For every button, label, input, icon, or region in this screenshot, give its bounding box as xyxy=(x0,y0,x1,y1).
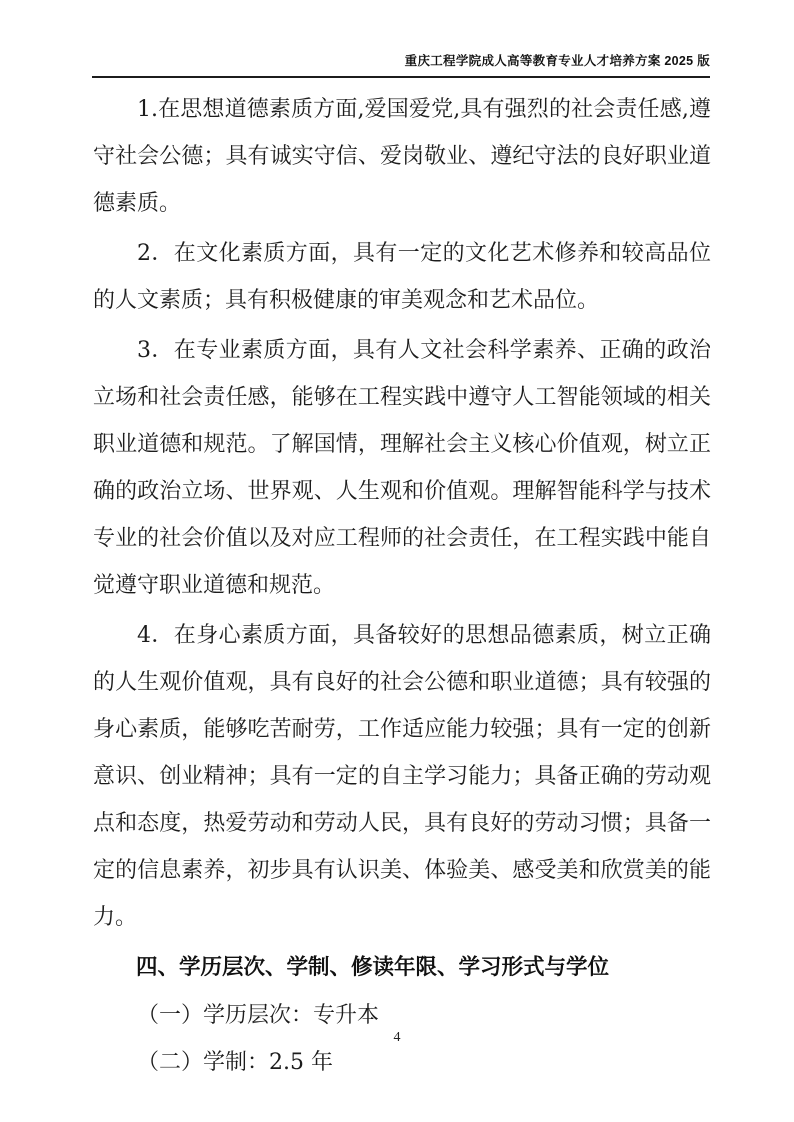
page-header xyxy=(92,52,710,78)
section-heading: 四、学历层次、学制、修读年限、学习形式与学位 xyxy=(136,955,610,979)
page-footer xyxy=(0,1028,794,1048)
section-item: （二）学制：2.5 年 xyxy=(137,1050,333,1075)
page-number: 4 xyxy=(393,1030,401,1045)
body-paragraph: 2．在文化素质方面，具有一定的文化艺术修养和较高品位的人文素质；具有积极健康的审美观念和艺术品位。 xyxy=(93,241,711,313)
document-body xyxy=(93,86,711,1086)
header-title: 重庆工程学院成人高等教育专业人才培养方案 2025 版 xyxy=(404,54,710,68)
body-paragraph: 4．在身心素质方面，具备较好的思想品德素质，树立正确的人生观价值观，具有良好的社会公德和职业道德；具有较强的身心素质，能够吃苦耐劳，工作适应能力较强；具有一定的创新意识、创业精神；具有一定的自主学习能力；具备正确的劳动观点和态度，热爱劳动和劳动人民，具有良好的劳动习惯；具备一定的信息素养，初步具有认识美、体验美、感受美和欣赏美的能力。 xyxy=(93,623,711,930)
body-paragraph: 3．在专业素质方面，具有人文社会科学素养、正确的政治立场和社会责任感，能够在工程实践中遵守人工智能领域的相关职业道德和规范。了解国情，理解社会主义核心价值观，树立正确的政治立场、世界观、人生观和价值观。理解智能科学与技术专业的社会价值以及对应工程师的社会责任，在工程实践中能自觉遵守职业道德和规范。 xyxy=(93,338,711,598)
body-paragraph: 1.在思想道德素质方面,爱国爱党,具有强烈的社会责任感,遵守社会公德；具有诚实守信、爱岗敬业、遵纪守法的良好职业道德素质。 xyxy=(93,97,711,216)
section-item: （一）学历层次：专升本 xyxy=(137,1003,380,1028)
